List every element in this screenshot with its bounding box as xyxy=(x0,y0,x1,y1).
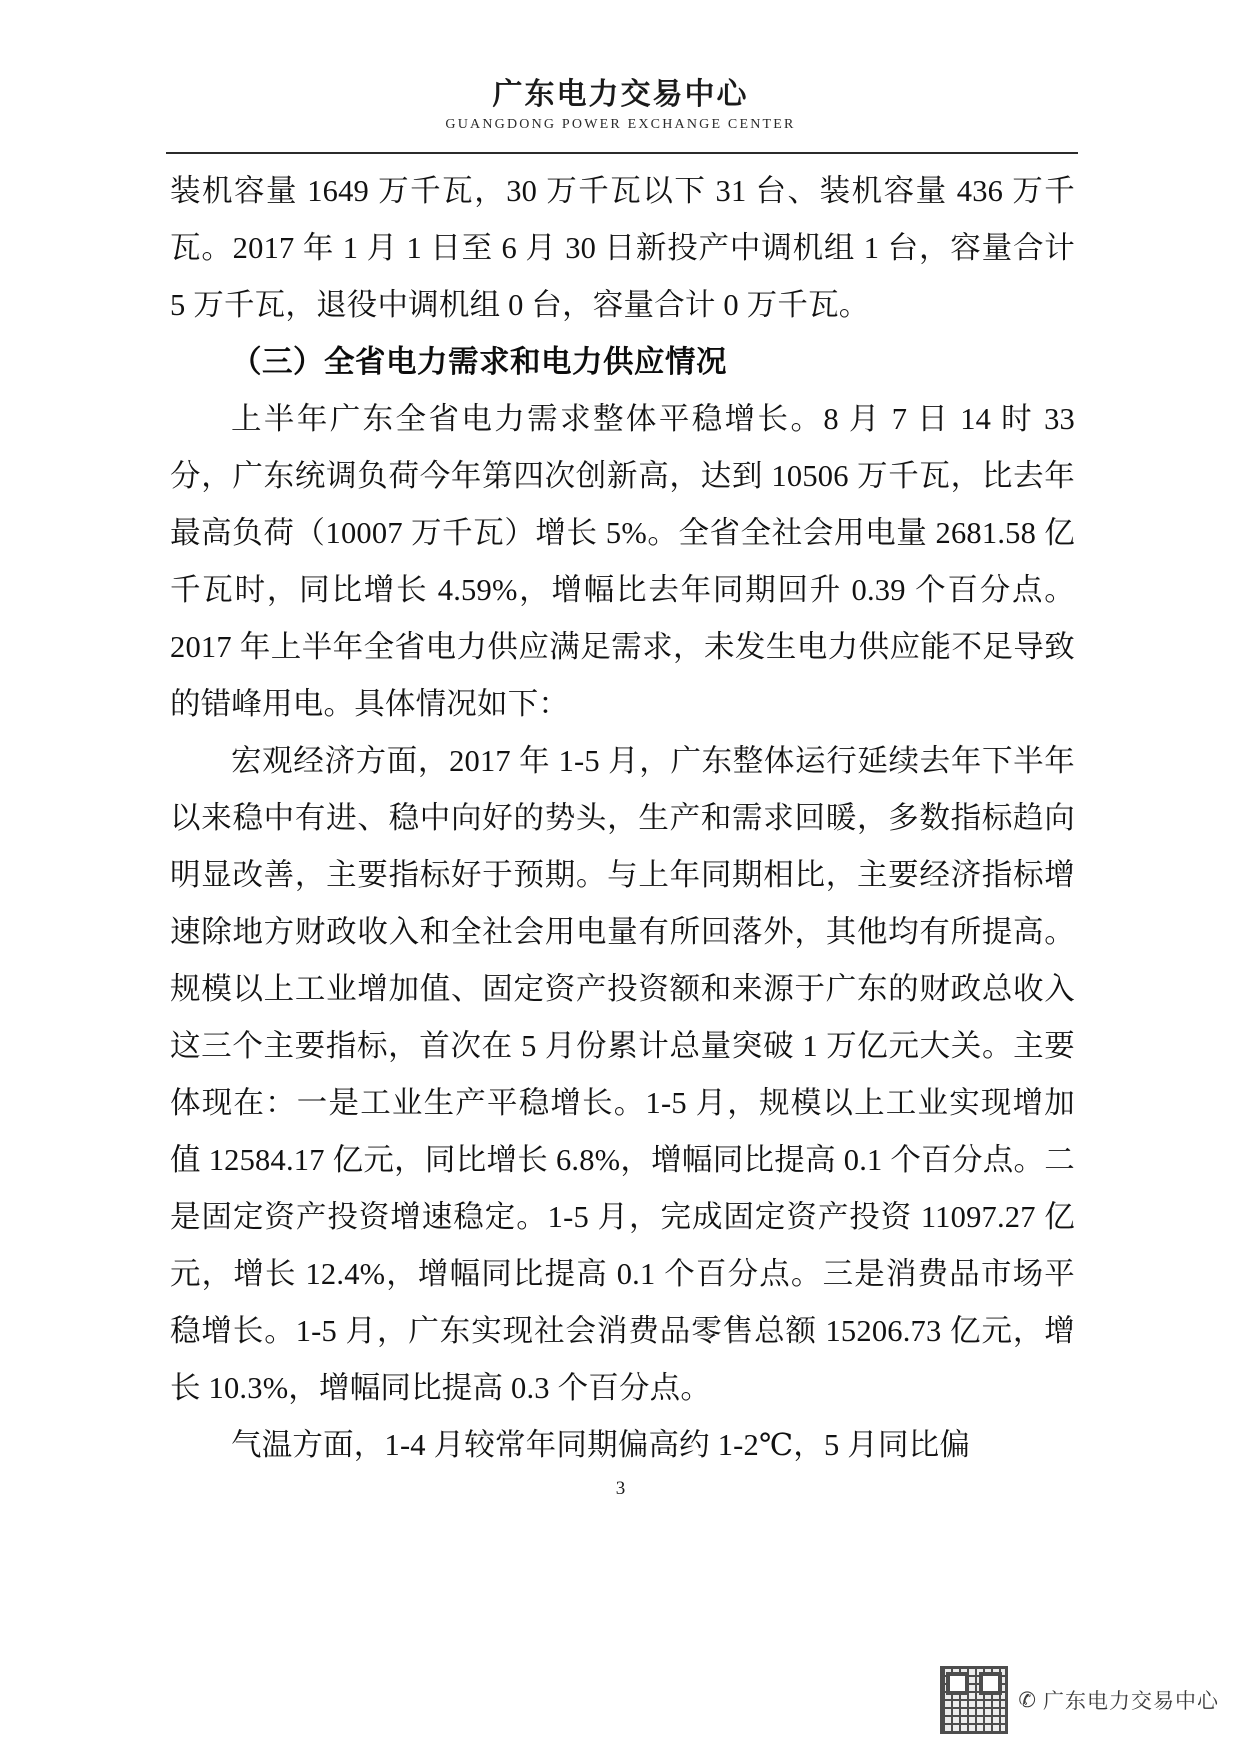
organization-name-cn: 广东电力交易中心 xyxy=(492,78,749,111)
letterhead xyxy=(0,78,1241,133)
page-number: 3 xyxy=(615,1478,626,1499)
section-heading-demand-supply: （三）全省电力需求和电力供应情况 xyxy=(231,345,727,379)
wechat-account-name: 广东电力交易中心 xyxy=(1043,1690,1219,1713)
organization-name-en: GUANGDONG POWER EXCHANGE CENTER xyxy=(445,117,796,132)
document-body xyxy=(170,163,1075,1474)
wechat-icon: ✆ xyxy=(1018,1688,1037,1712)
paragraph-macro-economy: 宏观经济方面，2017 年 1-5 月，广东整体运行延续去年下半年以来稳中有进、稳中向好的势头，生产和需求回暖，多数指标趋向明显改善，主要指标好于预期。与上年同期相比，主要经济指标增速除地方财政收入和全社会用电量有所回落外，其他均有所提高。规模以上工业增加值、固定资产投资额和来源于广东的财政总收入这三个主要指标，首次在 5 月份累计总量突破 1 万亿元大关。主要体现在：一是工业生产平稳增长。1-5 月，规模以上工业实现增加值 12584.17 亿元，同比增长 6.8%，增幅同比提高 0.1 个百分点。二是固定资产投资增速稳定。1-5 月，完成固定资产投资 11097.27 亿元，增长 12.4%，增幅同比提高 0.1 个百分点。三是消费品市场平稳增长。1-5 月，广东实现社会消费品零售总额 15206.73 亿元，增长 10.3%，增幅同比提高 0.3 个百分点。 xyxy=(170,744,1075,1405)
wechat-watermark xyxy=(940,1666,1219,1734)
paragraph-demand-overview: 上半年广东全省电力需求整体平稳增长。8 月 7 日 14 时 33 分，广东统调负荷今年第四次创新高，达到 10506 万千瓦，比去年最高负荷（10007 万千瓦）增长 5%。全省全社会用电量 2681.58 亿千瓦时，同比增长 4.59%，增幅比去年同期回升 0.39 个百分点。2017 年上半年全省电力供应满足需求，未发生电力供应能不足导致的错峰用电。具体情况如下： xyxy=(170,402,1075,721)
paragraph-capacity: 装机容量 1649 万千瓦，30 万千瓦以下 31 台、装机容量 436 万千瓦。2017 年 1 月 1 日至 6 月 30 日新投产中调机组 1 台，容量合计 5 万千瓦，退役中调机组 0 台，容量合计 0 万千瓦。 xyxy=(170,174,1075,322)
header-divider xyxy=(166,152,1078,154)
wechat-label-group xyxy=(1018,1685,1219,1715)
paragraph-temperature: 气温方面，1-4 月较常年同期偏高约 1-2℃，5 月同比偏 xyxy=(231,1428,971,1462)
qr-code-icon xyxy=(940,1666,1008,1734)
